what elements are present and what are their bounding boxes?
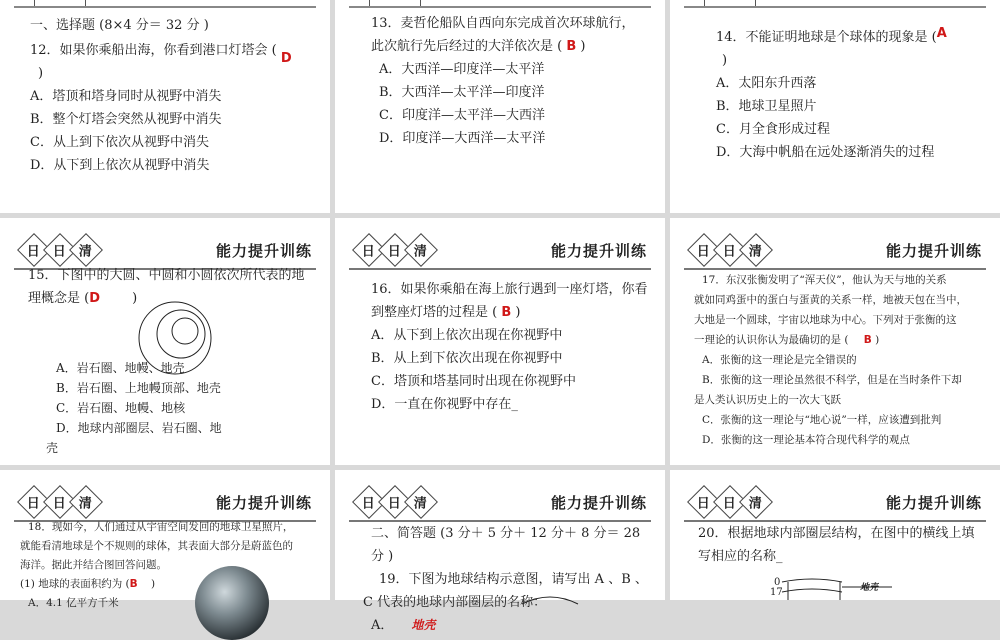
panel-q14[interactable] (670, 0, 1000, 213)
option-b: B．大西洋—太平洋—印度洋 (379, 85, 545, 100)
answer-mark: D (280, 51, 292, 66)
option-b: B．整个灯塔会突然从视野中消失 (30, 112, 222, 127)
header-badges (692, 490, 768, 514)
q13-body (371, 12, 651, 150)
option-d: D．大海中帆船在远处逐渐消失的过程 (716, 145, 935, 160)
q20-body (698, 522, 986, 568)
option-b: B．岩石圈、上地幔顶部、地壳 (56, 381, 221, 395)
slide-header (684, 226, 986, 270)
badge-char: 日 (723, 496, 737, 512)
header-title: 能力提升训练 (550, 494, 647, 512)
panel-q20[interactable] (670, 470, 1000, 600)
stem-line: 一理论的认识你认为最确切的是 ( (694, 334, 849, 346)
slide-header (349, 226, 651, 270)
option-c: C．岩石圈、地幔、地核 (56, 401, 186, 415)
badge-char: 日 (362, 244, 376, 260)
question-text: 20．根据地球内部圈层结构，在图中的横线上填 (698, 526, 975, 541)
earth-layer-diagram (782, 578, 902, 600)
panel-q19[interactable] (335, 470, 665, 633)
panel-q18[interactable] (0, 470, 330, 609)
option-a: A．岩石圈、地幔、地壳 (56, 361, 185, 375)
q17-body (694, 270, 988, 450)
panel-q16[interactable] (335, 218, 665, 465)
header-bar (684, 0, 986, 8)
badge-char: 日 (697, 496, 711, 512)
q15-options (46, 358, 316, 458)
header-badges (357, 490, 433, 514)
answer-mark: A (936, 26, 947, 41)
earth-satellite-photo (195, 566, 269, 640)
question-text-2: 理概念是 ( (28, 291, 90, 306)
badge-char: 清 (749, 496, 763, 512)
option-c: C．月全食形成过程 (716, 122, 830, 137)
header-badges (692, 238, 768, 262)
option-d-wrap: 壳 (46, 441, 59, 455)
question-text: 12．如果你乘船出海，你看到港口灯塔会 ( (30, 43, 277, 58)
stem-line: 18．现如今，人们通过从宇宙空间发回的地球卫星照片， (28, 521, 294, 533)
slide-header (14, 478, 316, 522)
question-text: 14．不能证明地球是个球体的现象是 ( (716, 30, 937, 45)
header-badges (357, 238, 433, 262)
badge-char: 日 (388, 244, 402, 260)
label-a: A． (371, 618, 394, 633)
answer-mark: B (129, 578, 138, 590)
answer-mark: B (863, 334, 872, 346)
panel-q17[interactable] (670, 218, 1000, 465)
question-text-2: 写相应的名称_ (698, 549, 783, 564)
header-title: 能力提升训练 (215, 242, 312, 260)
option-a: A．4.1 亿平方千米 (28, 597, 119, 609)
option-d: D．地球内部圈层、岩石圈、地 (56, 421, 222, 435)
option-a: A．太阳东升西落 (716, 76, 817, 91)
badge-char: 日 (27, 496, 41, 512)
handwritten-answer: 地壳 (411, 618, 436, 632)
stem-line: 就如同鸡蛋中的蛋白与蛋黄的关系一样，地被天包在当中， (694, 294, 967, 306)
badge-char: 清 (414, 244, 428, 260)
option-b: B．从上到下依次出现在你视野中 (371, 351, 563, 366)
option-d: D．张衡的这一理论基本符合现代科学的观点 (702, 434, 910, 446)
q16-body (371, 278, 651, 416)
q14-body (716, 26, 986, 164)
section-heading: 一、选择题 (8×4 分＝ 32 分 ) (30, 18, 209, 33)
header-title: 能力提升训练 (885, 494, 982, 512)
close-paren: ) (151, 578, 156, 590)
badge-char: 日 (697, 244, 711, 260)
option-d: D．一直在你视野中存在_ (371, 397, 518, 412)
header-title: 能力提升训练 (215, 494, 312, 512)
option-a: A．张衡的这一理论是完全错误的 (702, 354, 857, 366)
question-text-2: 此次航行先后经过的大洋依次是 ( (371, 39, 563, 54)
q19-body (363, 522, 651, 637)
header-bar (14, 0, 316, 8)
badge-char: 日 (27, 244, 41, 260)
question-text: 19．下图为地球结构示意图，请写出 A 、B 、 (379, 572, 648, 587)
stem-line: 海洋。据此并结合图回答问题。 (20, 559, 167, 571)
option-b-wrap: 是人类认识历史上的一次大飞跃 (694, 394, 841, 406)
answer-mark: B (566, 39, 577, 54)
close-paren: ) (875, 334, 880, 346)
option-b: B．张衡的这一理论虽然很不科学，但是在当时条件下却 (702, 374, 962, 386)
option-d: D．印度洋—大西洋—太平洋 (379, 131, 546, 146)
sub-question: (1) 地球的表面积约为 ( (20, 578, 130, 590)
badge-char: 清 (414, 496, 428, 512)
close-paren: ) (515, 305, 521, 320)
answer-mark: B (501, 305, 512, 320)
option-c: C．张衡的这一理论与“地心说”一样，应该遭到批判 (702, 414, 942, 426)
badge-char: 清 (749, 244, 763, 260)
depth-17: 17 (770, 587, 783, 598)
question-text-2: C 代表的地球内部圈层的名称： (363, 595, 547, 610)
badge-char: 清 (79, 244, 93, 260)
panel-q13[interactable] (335, 0, 665, 213)
earth-structure-diagram (520, 594, 580, 604)
close-paren: ) (38, 66, 44, 81)
option-c: C．从上到下依次从视野中消失 (30, 135, 209, 150)
panel-q15[interactable] (0, 218, 330, 465)
option-d: D．从下到上依次从视野中消失 (30, 158, 210, 173)
close-paren: ) (722, 53, 728, 68)
badge-char: 日 (53, 244, 67, 260)
option-c: C．塔顶和塔基同时出现在你视野中 (371, 374, 576, 389)
close-paren: ) (132, 291, 138, 306)
slide-header (349, 478, 651, 522)
badge-char: 日 (723, 244, 737, 260)
panel-q12[interactable] (0, 0, 330, 213)
close-paren: ) (580, 39, 586, 54)
slide-header (684, 478, 986, 522)
option-b: B．地球卫星照片 (716, 99, 817, 114)
header-title: 能力提升训练 (550, 242, 647, 260)
option-a: A．塔顶和塔身同时从视野中消失 (30, 89, 222, 104)
option-a: A．从下到上依次出现在你视野中 (371, 328, 563, 343)
header-rule (349, 268, 651, 270)
answer-mark: D (89, 291, 101, 306)
handwritten-label: 地壳 (860, 583, 879, 593)
stem-line: 就能看清地球是个不规则的球体，其表面大部分是蔚蓝色的 (20, 540, 293, 552)
badge-char: 日 (388, 496, 402, 512)
q12-body (30, 14, 316, 177)
header-bar (349, 0, 651, 8)
stem-line: 17．东汉张衡发明了“浑天仪”，他认为天与地的关系 (702, 274, 947, 286)
header-title: 能力提升训练 (885, 242, 982, 260)
question-text: 15．下图中的大圆、中圆和小圆依次所代表的地 (28, 268, 305, 283)
badge-char: 日 (362, 496, 376, 512)
option-a: A．大西洋—印度洋—太平洋 (379, 62, 545, 77)
badge-char: 日 (53, 496, 67, 512)
option-c: C．印度洋—太平洋—大西洋 (379, 108, 545, 123)
header-badges (22, 490, 98, 514)
question-text: 16．如果你乘船在海上旅行遇到一座灯塔，你看 (371, 282, 648, 297)
section-heading: 二、简答题 (3 分＋ 5 分＋ 12 分＋ 8 分＝ 28 分 ) (371, 526, 641, 564)
question-text: 13．麦哲伦船队自西向东完成首次环球航行， (371, 16, 635, 31)
depth-0: 0 (774, 577, 781, 588)
q18-body (20, 518, 320, 613)
header-badges (22, 238, 98, 262)
question-text-2: 到整座灯塔的过程是 ( (371, 305, 498, 320)
badge-char: 清 (79, 496, 93, 512)
stem-line: 大地是一个圆球，宇宙以地球为中心。下列对于张衡的这 (694, 314, 957, 326)
